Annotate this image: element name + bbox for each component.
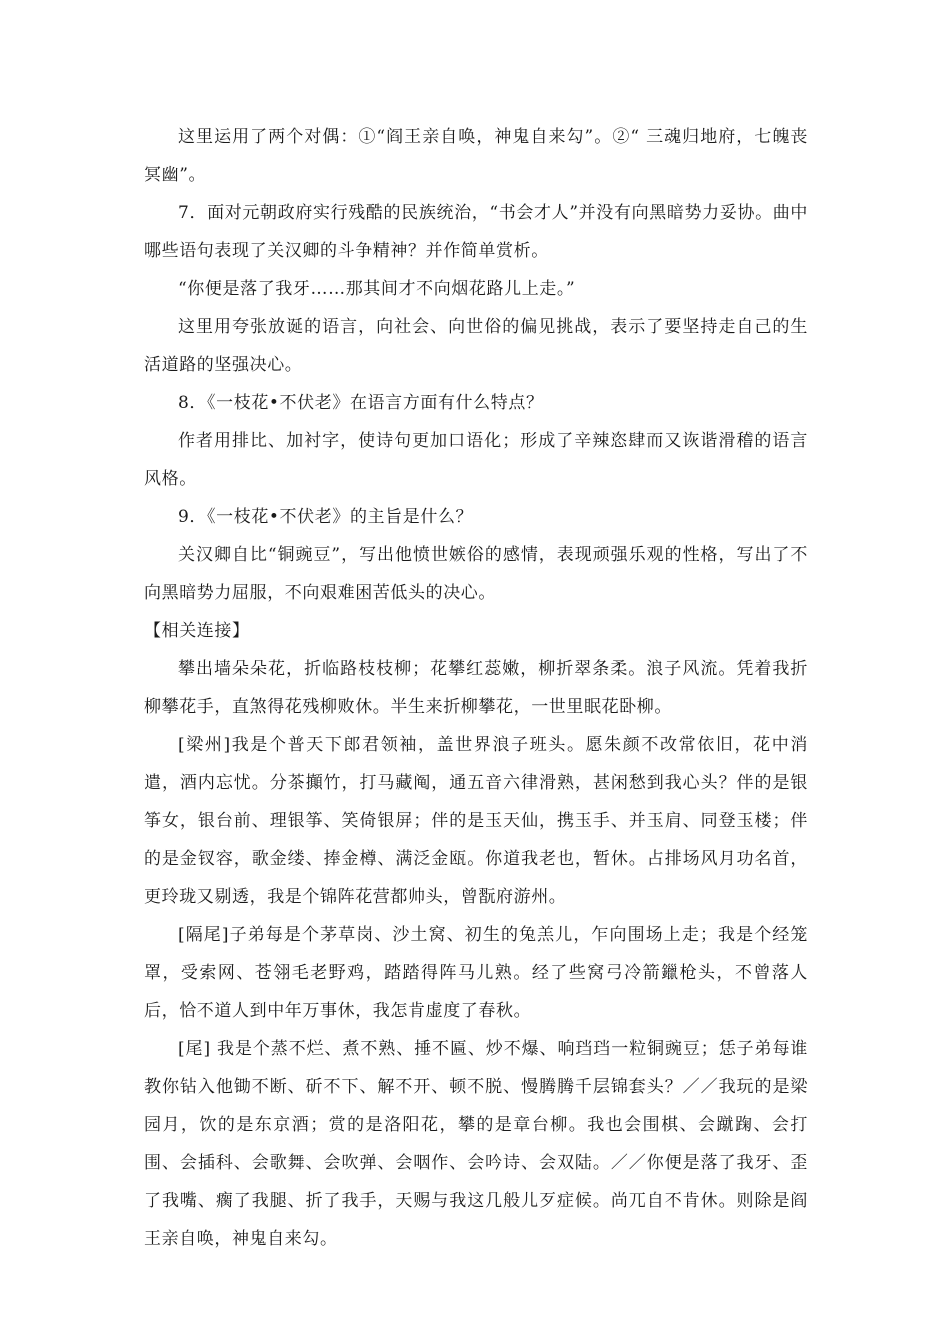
question-7: 7．面对元朝政府实行残酷的民族统治，“书会才人”并没有向黑暗势力妥协。曲中哪些语句表现了关汉卿的斗争精神？并作简单赏析。 [144,203,808,261]
quote-line: “你便是落了我牙……那其间才不向烟花路儿上走。” [178,279,576,299]
question-8: 8．《一枝花•不伏老》在语言方面有什么特点？ [178,393,544,413]
question-9: 9．《一枝花•不伏老》的主旨是什么？ [178,507,474,527]
section-heading-related-links: 【相关连接】 [144,621,250,641]
answer-7: 这里用夸张放诞的语言，向社会、向世俗的偏见挑战，表示了要坚持走自己的生活道路的坚强决心。 [144,317,808,375]
poem-opening: 攀出墙朵朵花，折临路枝枝柳；花攀红蕊嫩，柳折翠条柔。浪子风流。凭着我折柳攀花手，直煞得花残柳败休。半生来折柳攀花，一世里眠花卧柳。 [144,659,808,717]
answer-8: 作者用排比、加衬字，使诗句更加口语化；形成了辛辣恣肆而又诙谐滑稽的语言风格。 [144,431,808,489]
poem-liangzhou: [梁州]我是个普天下郎君领袖，盖世界浪子班头。愿朱颜不改常依旧，花中消遣，酒内忘忧。分茶攧竹，打马藏阄，通五音六律滑熟，甚闲愁到我心头？伴的是银筝女，银台前、理银筝、笑倚银屏；伴的是玉天仙，携玉手、并玉肩、同登玉楼；伴的是金钗容，歌金缕、捧金樽、满泛金瓯。你道我老也，暂休。占排场风月功名首，更玲珑又剔透，我是个锦阵花营都帅头，曾翫府游州。 [144,735,808,907]
answer-9: 关汉卿自比“铜豌豆”，写出他愤世嫉俗的感情，表现顽强乐观的性格，写出了不向黑暗势力屈服，不向艰难困苦低头的决心。 [144,545,808,603]
poem-wei: [尾] 我是个蒸不烂、煮不熟、捶不匾、炒不爆、响珰珰一粒铜豌豆；恁子弟每谁教你钻入他锄不断、斫不下、解不开、顿不脱、慢腾腾千层锦套头？／／我玩的是梁园月，饮的是东京酒；赏的是洛阳花，攀的是章台柳。我也会围棋、会蹴踘、会打围、会插科、会歌舞、会吹弹、会咽作、会吟诗、会双陆。／／你便是落了我牙、歪了我嘴、瘸了我腿、折了我手，天赐与我这几般儿歹症候。尚兀自不肯休。则除是阎王亲自唤，神鬼自来勾。 [144,1039,808,1249]
paragraph-duiou-analysis: 这里运用了两个对偶：①“阎王亲自唤，神鬼自来勾”。②“ 三魂归地府，七魄丧冥幽”。 [144,127,808,185]
document-page [144,118,808,1258]
poem-gewei: [隔尾]子弟每是个茅草岗、沙土窝、初生的兔羔儿，乍向围场上走；我是个经笼罩，受索网、苍翎毛老野鸡，踏踏得阵马儿熟。经了些窝弓冷箭鑞枪头，不曾落人后，恰不道人到中年万事休，我怎肯虚度了春秋。 [144,925,808,1021]
